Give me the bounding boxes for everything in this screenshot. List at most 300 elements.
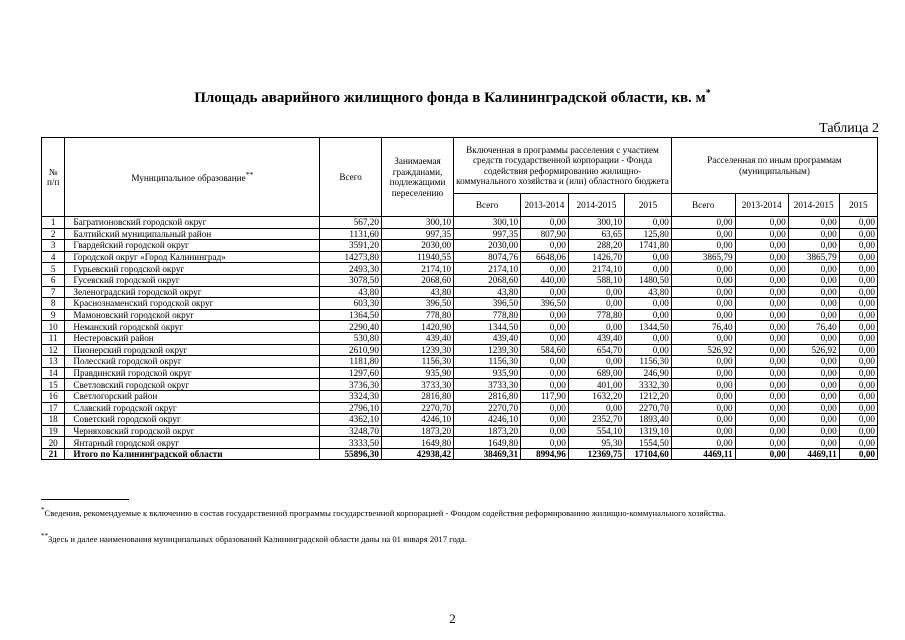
cell-total-area: 1131,60 [320, 228, 382, 240]
cell-fund-2013-2014: 0,00 [521, 332, 569, 344]
cell-fund-2014-2015: 12369,75 [568, 448, 624, 460]
cell-fund-total: 300,10 [454, 217, 521, 229]
cell-other-total: 3865,79 [671, 251, 735, 263]
cell-other-2013-2014: 0,00 [735, 414, 788, 426]
cell-fund-2014-2015: 0,00 [568, 402, 624, 414]
cell-fund-2013-2014: 6648,06 [521, 251, 569, 263]
cell-occupied-area: 778,80 [381, 309, 453, 321]
cell-fund-2015: 2270,70 [625, 402, 672, 414]
cell-other-2013-2014: 0,00 [735, 379, 788, 391]
cell-other-2014-2015: 0,00 [788, 402, 839, 414]
cell-fund-2013-2014: 0,00 [521, 240, 569, 252]
cell-row-number: 9 [42, 309, 65, 321]
cell-fund-2014-2015: 0,00 [568, 298, 624, 310]
table-row [42, 344, 878, 356]
table-row [42, 321, 878, 333]
header-occupied: Занимаемая гражданами, подлежащими переселению [381, 138, 453, 217]
cell-municipality-name: Городской округ «Город Калининград» [65, 251, 320, 263]
cell-other-2015: 0,00 [839, 390, 877, 402]
cell-other-2014-2015: 3865,79 [788, 251, 839, 263]
header-fund-2013-2014: 2013-2014 [521, 194, 569, 217]
cell-fund-total: 4246,10 [454, 414, 521, 426]
cell-fund-2013-2014: 0,00 [521, 425, 569, 437]
cell-fund-2013-2014: 0,00 [521, 286, 569, 298]
cell-other-2015: 0,00 [839, 367, 877, 379]
table-row [42, 332, 878, 344]
cell-other-2014-2015: 0,00 [788, 379, 839, 391]
cell-fund-total: 1239,30 [454, 344, 521, 356]
cell-fund-total: 3733,30 [454, 379, 521, 391]
cell-row-number: 15 [42, 379, 65, 391]
cell-fund-2014-2015: 63,65 [568, 228, 624, 240]
table-row [42, 263, 878, 275]
cell-fund-2013-2014: 807,90 [521, 228, 569, 240]
cell-total-area: 1181,80 [320, 356, 382, 368]
cell-other-2014-2015: 4469,11 [788, 448, 839, 460]
cell-fund-2014-2015: 288,20 [568, 240, 624, 252]
cell-other-2013-2014: 0,00 [735, 217, 788, 229]
cell-row-number: 18 [42, 414, 65, 426]
cell-other-2014-2015: 0,00 [788, 437, 839, 449]
cell-other-total: 0,00 [671, 332, 735, 344]
cell-other-total: 0,00 [671, 286, 735, 298]
cell-fund-2015: 1319,10 [625, 425, 672, 437]
header-fund-total: Всего [454, 194, 521, 217]
cell-fund-2013-2014: 584,60 [521, 344, 569, 356]
table-row [42, 448, 878, 460]
table-row [42, 367, 878, 379]
header-fund-group: Включенная в программы расселения с участием средств государственной корпорации - Фонда содействия реформированию жилищно-коммунального хозяйства и (или) областного бюджета [454, 138, 672, 194]
table-row [42, 356, 878, 368]
cell-other-2013-2014: 0,00 [735, 390, 788, 402]
cell-fund-total: 2816,80 [454, 390, 521, 402]
cell-total-area: 3324,30 [320, 390, 382, 402]
footnote-divider [41, 499, 129, 500]
cell-total-area: 3078,50 [320, 274, 382, 286]
cell-fund-total: 1649,80 [454, 437, 521, 449]
cell-other-2013-2014: 0,00 [735, 332, 788, 344]
cell-fund-total: 2174,10 [454, 263, 521, 275]
cell-other-total: 0,00 [671, 217, 735, 229]
cell-row-number: 2 [42, 228, 65, 240]
cell-municipality-name: Гвардейский городской округ [65, 240, 320, 252]
cell-fund-total: 2068,60 [454, 274, 521, 286]
cell-fund-2014-2015: 0,00 [568, 321, 624, 333]
cell-fund-2013-2014: 0,00 [521, 437, 569, 449]
cell-other-2014-2015: 0,00 [788, 309, 839, 321]
cell-other-total: 0,00 [671, 414, 735, 426]
header-fund-2015: 2015 [625, 194, 672, 217]
cell-total-area: 2493,30 [320, 263, 382, 275]
cell-fund-total: 38469,31 [454, 448, 521, 460]
page-title [0, 88, 905, 107]
header-other-total: Всего [671, 194, 735, 217]
cell-row-number: 19 [42, 425, 65, 437]
cell-row-number: 6 [42, 274, 65, 286]
header-other-group: Расселенная по иным программам (муниципальным) [671, 138, 877, 194]
cell-row-number: 5 [42, 263, 65, 275]
cell-other-2015: 0,00 [839, 298, 877, 310]
header-municipality [65, 138, 320, 217]
cell-fund-2013-2014: 0,00 [521, 356, 569, 368]
footnote-2-mark: ** [41, 532, 48, 540]
cell-total-area: 567,20 [320, 217, 382, 229]
cell-occupied-area: 43,80 [381, 286, 453, 298]
cell-other-2015: 0,00 [839, 402, 877, 414]
cell-other-2015: 0,00 [839, 332, 877, 344]
cell-occupied-area: 42938,42 [381, 448, 453, 460]
cell-fund-2013-2014: 0,00 [521, 321, 569, 333]
cell-total-area: 2290,40 [320, 321, 382, 333]
cell-total-area: 4362,10 [320, 414, 382, 426]
cell-other-2015: 0,00 [839, 379, 877, 391]
cell-total-area: 55896,30 [320, 448, 382, 460]
cell-row-number: 4 [42, 251, 65, 263]
cell-fund-2014-2015: 778,80 [568, 309, 624, 321]
cell-row-number: 16 [42, 390, 65, 402]
header-fund-2014-2015: 2014-2015 [568, 194, 624, 217]
cell-other-total: 0,00 [671, 379, 735, 391]
cell-other-total: 0,00 [671, 356, 735, 368]
cell-fund-2015: 0,00 [625, 263, 672, 275]
table-row [42, 425, 878, 437]
cell-total-area: 1364,50 [320, 309, 382, 321]
cell-fund-total: 2030,00 [454, 240, 521, 252]
cell-other-2013-2014: 0,00 [735, 356, 788, 368]
cell-other-2015: 0,00 [839, 240, 877, 252]
cell-other-2014-2015: 0,00 [788, 356, 839, 368]
cell-fund-2014-2015: 1426,70 [568, 251, 624, 263]
cell-other-2013-2014: 0,00 [735, 298, 788, 310]
cell-fund-2014-2015: 2174,10 [568, 263, 624, 275]
cell-fund-2014-2015: 300,10 [568, 217, 624, 229]
cell-other-2015: 0,00 [839, 251, 877, 263]
cell-fund-total: 1873,20 [454, 425, 521, 437]
cell-row-number: 1 [42, 217, 65, 229]
cell-municipality-name: Зеленоградский городской округ [65, 286, 320, 298]
cell-fund-2015: 17104,60 [625, 448, 672, 460]
cell-fund-2015: 0,00 [625, 309, 672, 321]
cell-fund-2013-2014: 396,50 [521, 298, 569, 310]
cell-fund-total: 439,40 [454, 332, 521, 344]
cell-municipality-name: Светловский городской округ [65, 379, 320, 391]
cell-municipality-name: Полесский городской округ [65, 356, 320, 368]
cell-occupied-area: 11940,55 [381, 251, 453, 263]
cell-fund-2013-2014: 0,00 [521, 414, 569, 426]
cell-row-number: 13 [42, 356, 65, 368]
cell-occupied-area: 2068,60 [381, 274, 453, 286]
cell-fund-2015: 1212,20 [625, 390, 672, 402]
footnote-1-text: Сведения, рекомендуемые к включению в состав государственной программы государственной корпорацией - Фондом содействия реформированию жилищно-коммунального хозяйства. [44, 507, 726, 518]
cell-total-area: 2610,90 [320, 344, 382, 356]
cell-total-area: 530,80 [320, 332, 382, 344]
cell-other-total: 0,00 [671, 390, 735, 402]
cell-other-2015: 0,00 [839, 437, 877, 449]
table-row [42, 240, 878, 252]
cell-fund-2014-2015: 588,10 [568, 274, 624, 286]
header-total: Всего [320, 138, 382, 217]
cell-fund-2015: 0,00 [625, 344, 672, 356]
cell-total-area: 603,30 [320, 298, 382, 310]
header-num: № п/п [42, 138, 65, 217]
cell-other-2014-2015: 0,00 [788, 332, 839, 344]
cell-occupied-area: 1156,30 [381, 356, 453, 368]
header-municipality-mark: ** [245, 170, 254, 180]
cell-other-2013-2014: 0,00 [735, 228, 788, 240]
cell-other-2013-2014: 0,00 [735, 286, 788, 298]
cell-total-area: 2796,10 [320, 402, 382, 414]
cell-other-2014-2015: 0,00 [788, 274, 839, 286]
cell-other-2013-2014: 0,00 [735, 402, 788, 414]
cell-other-total: 4469,11 [671, 448, 735, 460]
cell-fund-2013-2014: 8994,96 [521, 448, 569, 460]
cell-other-2014-2015: 76,40 [788, 321, 839, 333]
table-row [42, 286, 878, 298]
cell-other-2014-2015: 0,00 [788, 367, 839, 379]
cell-row-number: 7 [42, 286, 65, 298]
cell-other-2014-2015: 0,00 [788, 240, 839, 252]
cell-fund-total: 2270,70 [454, 402, 521, 414]
cell-other-2014-2015: 0,00 [788, 390, 839, 402]
cell-fund-2015: 1554,50 [625, 437, 672, 449]
footnote-1-mark: * [41, 506, 45, 514]
cell-fund-total: 43,80 [454, 286, 521, 298]
cell-row-number: 3 [42, 240, 65, 252]
cell-municipality-name: Мамоновский городской округ [65, 309, 320, 321]
cell-fund-2015: 0,00 [625, 332, 672, 344]
cell-other-2013-2014: 0,00 [735, 344, 788, 356]
cell-fund-total: 778,80 [454, 309, 521, 321]
cell-other-total: 0,00 [671, 240, 735, 252]
table-row [42, 390, 878, 402]
cell-row-number: 21 [42, 448, 65, 460]
header-other-2013-2014: 2013-2014 [735, 194, 788, 217]
cell-fund-2015: 246,90 [625, 367, 672, 379]
cell-fund-2013-2014: 440,00 [521, 274, 569, 286]
housing-table [41, 137, 878, 460]
title-footnote-mark: * [705, 88, 711, 99]
cell-fund-2015: 125,80 [625, 228, 672, 240]
cell-other-total: 76,40 [671, 321, 735, 333]
cell-municipality-name: Пионерский городской округ [65, 344, 320, 356]
footnote-2 [41, 531, 877, 545]
cell-fund-2015: 0,00 [625, 251, 672, 263]
cell-occupied-area: 300,10 [381, 217, 453, 229]
cell-fund-total: 8074,76 [454, 251, 521, 263]
cell-other-2015: 0,00 [839, 228, 877, 240]
cell-fund-2015: 1344,50 [625, 321, 672, 333]
footnote-1 [41, 505, 877, 519]
cell-fund-2013-2014: 0,00 [521, 217, 569, 229]
table-row [42, 414, 878, 426]
cell-row-number: 20 [42, 437, 65, 449]
cell-fund-2015: 0,00 [625, 217, 672, 229]
cell-other-total: 0,00 [671, 263, 735, 275]
cell-other-total: 0,00 [671, 367, 735, 379]
cell-other-2013-2014: 0,00 [735, 321, 788, 333]
cell-total-area: 14273,80 [320, 251, 382, 263]
cell-fund-2015: 1156,30 [625, 356, 672, 368]
cell-fund-2015: 1893,40 [625, 414, 672, 426]
cell-fund-2013-2014: 0,00 [521, 379, 569, 391]
cell-municipality-name: Неманский городской округ [65, 321, 320, 333]
cell-other-2015: 0,00 [839, 274, 877, 286]
cell-other-total: 0,00 [671, 274, 735, 286]
header-municipality-text: Муниципальное образование [131, 173, 246, 184]
cell-fund-total: 997,35 [454, 228, 521, 240]
cell-occupied-area: 4246,10 [381, 414, 453, 426]
footnote-2-text: Здесь и далее наименования муниципальных образований Калининградской области даны на 01 января 2017 года. [48, 533, 467, 544]
cell-other-2013-2014: 0,00 [735, 448, 788, 460]
table-row [42, 217, 878, 229]
cell-municipality-name: Советский городской округ [65, 414, 320, 426]
cell-occupied-area: 935,90 [381, 367, 453, 379]
cell-other-2014-2015: 0,00 [788, 286, 839, 298]
cell-fund-2013-2014: 117,90 [521, 390, 569, 402]
cell-municipality-name: Нестеровский район [65, 332, 320, 344]
cell-other-2013-2014: 0,00 [735, 437, 788, 449]
cell-municipality-name: Краснознаменский городской округ [65, 298, 320, 310]
cell-other-2015: 0,00 [839, 321, 877, 333]
cell-other-total: 0,00 [671, 402, 735, 414]
cell-municipality-name: Светлогорский район [65, 390, 320, 402]
cell-fund-2013-2014: 0,00 [521, 367, 569, 379]
page-number: 2 [449, 611, 456, 626]
cell-occupied-area: 2816,80 [381, 390, 453, 402]
cell-other-2013-2014: 0,00 [735, 309, 788, 321]
cell-fund-2014-2015: 554,10 [568, 425, 624, 437]
cell-other-2015: 0,00 [839, 356, 877, 368]
cell-fund-2013-2014: 0,00 [521, 263, 569, 275]
cell-row-number: 12 [42, 344, 65, 356]
cell-other-2015: 0,00 [839, 425, 877, 437]
title-text: Площадь аварийного жилищного фонда в Калининградской области, кв. м [194, 90, 706, 106]
cell-fund-2014-2015: 401,00 [568, 379, 624, 391]
cell-fund-2015: 1741,80 [625, 240, 672, 252]
cell-fund-2014-2015: 689,00 [568, 367, 624, 379]
cell-other-total: 0,00 [671, 425, 735, 437]
cell-row-number: 17 [42, 402, 65, 414]
cell-other-2015: 0,00 [839, 448, 877, 460]
cell-total-area: 43,80 [320, 286, 382, 298]
cell-other-2014-2015: 0,00 [788, 217, 839, 229]
cell-other-2014-2015: 0,00 [788, 298, 839, 310]
cell-other-total: 0,00 [671, 298, 735, 310]
cell-occupied-area: 1873,20 [381, 425, 453, 437]
cell-fund-2013-2014: 0,00 [521, 402, 569, 414]
cell-row-number: 10 [42, 321, 65, 333]
cell-fund-2014-2015: 0,00 [568, 286, 624, 298]
cell-municipality-name: Черняховский городской округ [65, 425, 320, 437]
table-row [42, 379, 878, 391]
cell-municipality-name: Балтийский муниципальный район [65, 228, 320, 240]
cell-occupied-area: 1420,90 [381, 321, 453, 333]
cell-total-area: 3248,70 [320, 425, 382, 437]
table-row [42, 251, 878, 263]
cell-occupied-area: 1649,80 [381, 437, 453, 449]
cell-occupied-area: 997,35 [381, 228, 453, 240]
cell-fund-2014-2015: 654,70 [568, 344, 624, 356]
cell-total-area: 3591,20 [320, 240, 382, 252]
cell-total-area: 3736,30 [320, 379, 382, 391]
cell-fund-2014-2015: 1632,20 [568, 390, 624, 402]
cell-other-total: 0,00 [671, 309, 735, 321]
cell-other-2014-2015: 0,00 [788, 414, 839, 426]
cell-occupied-area: 1239,30 [381, 344, 453, 356]
cell-municipality-name: Правдинский городской округ [65, 367, 320, 379]
cell-fund-2014-2015: 95,30 [568, 437, 624, 449]
cell-total-area: 1297,60 [320, 367, 382, 379]
cell-fund-2013-2014: 0,00 [521, 309, 569, 321]
cell-other-2013-2014: 0,00 [735, 263, 788, 275]
cell-municipality-name: Гусевский городской округ [65, 274, 320, 286]
cell-municipality-name: Янтарный городской округ [65, 437, 320, 449]
cell-fund-2014-2015: 2352,70 [568, 414, 624, 426]
cell-occupied-area: 396,50 [381, 298, 453, 310]
cell-total-area: 3333,50 [320, 437, 382, 449]
cell-other-total: 0,00 [671, 228, 735, 240]
cell-other-2015: 0,00 [839, 414, 877, 426]
cell-other-2013-2014: 0,00 [735, 240, 788, 252]
cell-municipality-name: Гурьевский городской округ [65, 263, 320, 275]
cell-fund-total: 1156,30 [454, 356, 521, 368]
cell-fund-2014-2015: 0,00 [568, 356, 624, 368]
cell-other-total: 526,92 [671, 344, 735, 356]
table-row [42, 402, 878, 414]
cell-occupied-area: 439,40 [381, 332, 453, 344]
cell-other-2015: 0,00 [839, 309, 877, 321]
cell-fund-2014-2015: 439,40 [568, 332, 624, 344]
cell-other-2014-2015: 0,00 [788, 228, 839, 240]
cell-other-2014-2015: 526,92 [788, 344, 839, 356]
cell-other-2013-2014: 0,00 [735, 425, 788, 437]
cell-other-total: 0,00 [671, 437, 735, 449]
cell-fund-2015: 3332,30 [625, 379, 672, 391]
table-row [42, 274, 878, 286]
cell-row-number: 11 [42, 332, 65, 344]
table-label: Таблица 2 [819, 121, 879, 136]
table-row [42, 309, 878, 321]
header-other-2015: 2015 [839, 194, 877, 217]
cell-occupied-area: 3733,30 [381, 379, 453, 391]
cell-fund-total: 396,50 [454, 298, 521, 310]
cell-other-2014-2015: 0,00 [788, 425, 839, 437]
cell-municipality-name: Славский городской округ [65, 402, 320, 414]
cell-occupied-area: 2174,10 [381, 263, 453, 275]
cell-other-2013-2014: 0,00 [735, 251, 788, 263]
cell-occupied-area: 2030,00 [381, 240, 453, 252]
cell-fund-2015: 0,00 [625, 298, 672, 310]
cell-municipality-name: Итого по Калининградской области [65, 448, 320, 460]
cell-other-2015: 0,00 [839, 217, 877, 229]
cell-other-2014-2015: 0,00 [788, 263, 839, 275]
cell-fund-total: 935,90 [454, 367, 521, 379]
header-other-2014-2015: 2014-2015 [788, 194, 839, 217]
cell-row-number: 8 [42, 298, 65, 310]
cell-fund-2015: 1480,50 [625, 274, 672, 286]
cell-fund-total: 1344,50 [454, 321, 521, 333]
table-row [42, 437, 878, 449]
table-row [42, 298, 878, 310]
cell-occupied-area: 2270,70 [381, 402, 453, 414]
cell-other-2013-2014: 0,00 [735, 274, 788, 286]
cell-other-2015: 0,00 [839, 344, 877, 356]
cell-other-2013-2014: 0,00 [735, 367, 788, 379]
cell-municipality-name: Багратионовский городской округ [65, 217, 320, 229]
cell-other-2015: 0,00 [839, 286, 877, 298]
cell-other-2015: 0,00 [839, 263, 877, 275]
cell-fund-2015: 43,80 [625, 286, 672, 298]
